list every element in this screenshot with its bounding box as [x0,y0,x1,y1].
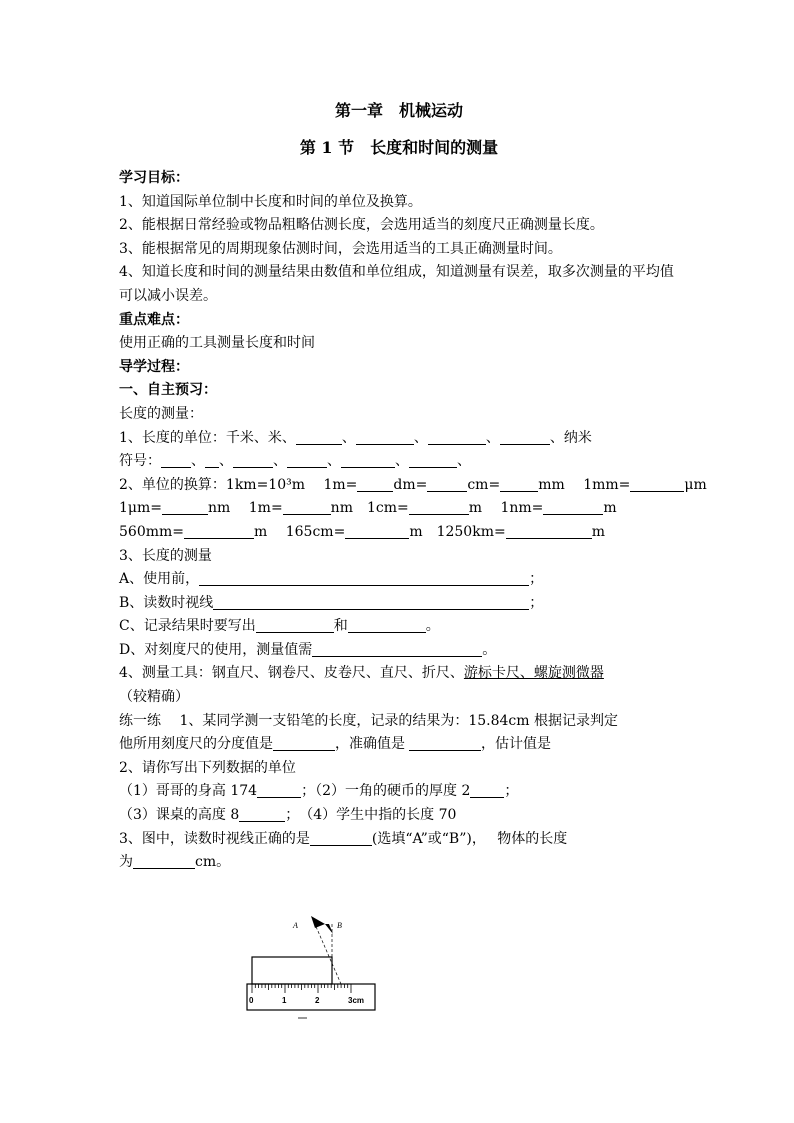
blank-field[interactable] [409,453,457,468]
precise-tools: 游标卡尺、螺旋测微器 [463,665,604,682]
goal-item: 1、知道国际单位制中长度和时间的单位及换算。 [119,193,422,210]
content [119,167,707,875]
tick-label: 2 [315,996,320,1005]
sight-line-a [314,922,341,984]
practice-q2-row1: （1）哥哥的身高 174 ；（2）一角的硬币的厚度 2 ； [119,783,519,800]
conversion-line-2: 1μm= nm 1m= nm 1cm= m 1nm= m [119,500,617,517]
blank-field[interactable] [273,736,335,751]
practice-q3: 3、图中，读数时视线正确的是 (选填“A”或“B”)， 物体的长度 [119,830,568,847]
blank-field[interactable] [500,477,538,492]
blank-field[interactable] [296,430,342,445]
chapter-title: 第一章 机械运动 [334,101,463,120]
blank-field[interactable] [470,783,504,798]
blank-field[interactable] [312,642,482,657]
goals-heading: 学习目标： [119,170,189,186]
units-line: 1、长度的单位：千米、米、 、 、 、 、纳米 [119,429,592,446]
measure-d: D、对刻度尺的使用，测量值需 。 [119,641,497,658]
conversion-line-1: 2、单位的换算：1km=10³m 1m= dm= cm= mm 1mm= μm [119,476,707,493]
blank-field[interactable] [409,500,469,515]
measure-heading: 3、长度的测量 [119,547,212,564]
practice-q1-line2: 他所用刻度尺的分度值是 ，准确值是 ，估计值是 [119,736,551,753]
blank-field[interactable] [500,430,550,445]
blank-field[interactable] [287,453,327,468]
goal-item: 4、知道长度和时间的测量结果由数值和单位组成，知道测量有误差，取多次测量的平均值可以减小误差。 [119,264,674,304]
eye-icon [311,916,325,928]
label-a: A [293,921,298,930]
key-heading: 重点难点： [119,311,189,328]
blank-field[interactable] [357,477,393,492]
ruler-ticks [252,984,351,993]
length-measure-heading: 长度的测量： [119,405,203,422]
label-b: B [337,921,342,930]
measured-object [252,957,332,984]
blank-field[interactable] [184,524,254,539]
blank-field[interactable] [345,524,409,539]
section-title: 第 1 节 长度和时间的测量 [299,138,499,157]
blank-field[interactable] [133,854,195,869]
blank-field[interactable] [205,453,219,468]
blank-field[interactable] [162,500,208,515]
key-text: 使用正确的工具测量长度和时间 [119,335,315,352]
blank-field[interactable] [506,524,592,539]
blank-field[interactable] [283,500,331,515]
blank-field[interactable] [341,453,395,468]
worksheet [119,98,707,875]
tick-label: 0 [249,996,254,1005]
ruler-figure [245,910,380,1025]
preview-heading: 一、自主预习： [119,382,217,399]
practice-q2: 2、请你写出下列数据的单位 [119,759,296,776]
blank-field[interactable] [427,477,467,492]
blank-field[interactable] [348,618,426,633]
goal-item: 3、能根据常见的周期现象估测时间，会选用适当的工具正确测量时间。 [119,240,562,257]
practice-q3-line2: 为 cm。 [119,854,231,871]
symbols-line: 符号： 、 、 、 、 、 、 [119,453,471,470]
blank-field[interactable] [543,500,603,515]
practice-q1: 练一练 1、某同学测一支铅笔的长度，记录的结果为：15.84cm 根据记录判定 [119,712,619,729]
blank-field[interactable] [630,477,684,492]
blank-field[interactable] [356,430,414,445]
tick-label: 1 [282,996,287,1005]
blank-field[interactable] [256,618,334,633]
practice-q2-row2: （3）课桌的高度 8 ； （4）学生中指的长度 70 [119,807,457,824]
tools-suffix: （较精确） [119,689,189,706]
blank-field[interactable] [310,831,372,846]
tick-label: 3cm [348,996,365,1005]
blank-field[interactable] [257,783,301,798]
blank-field[interactable] [239,807,285,822]
blank-field[interactable] [409,736,481,751]
measure-c: C、记录结果时要写出 和 。 [119,618,440,635]
blank-field[interactable] [213,595,529,610]
measure-b: B、读数时视线 ； [119,594,544,611]
blank-field[interactable] [199,571,529,586]
process-heading: 导学过程： [119,358,189,375]
blank-field[interactable] [161,453,191,468]
conversion-line-3: 560mm= m 165cm= m 1250km= m [119,523,605,540]
goal-item: 2、能根据日常经验或物品粗略估测长度，会选用适当的刻度尺正确测量长度。 [119,217,604,234]
measure-a: A、使用前， ； [119,571,544,588]
blank-field[interactable] [428,430,486,445]
tools-line: 4、测量工具：钢直尺、钢卷尺、皮卷尺、直尺、折尺、游标卡尺、螺旋测微器 [119,665,604,682]
blank-field[interactable] [233,453,273,468]
